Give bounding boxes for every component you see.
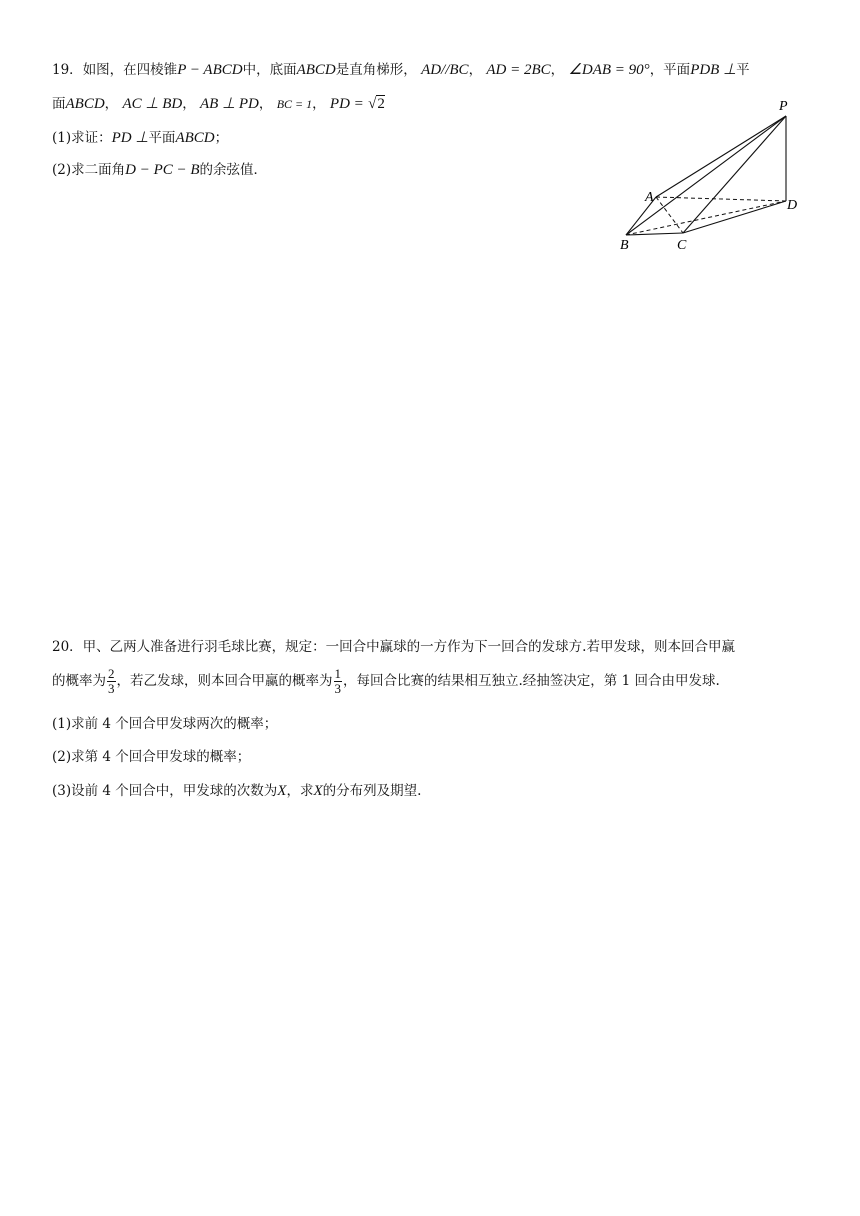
base-name: ABCD bbox=[296, 62, 336, 78]
condition-bc: BC = 1 bbox=[276, 97, 313, 111]
q19-text: 平 bbox=[736, 62, 750, 78]
label-p: P bbox=[779, 99, 788, 114]
q20-part-text: ，求 bbox=[286, 783, 314, 799]
q20-line-1 bbox=[52, 637, 735, 657]
edge-cd bbox=[683, 201, 786, 233]
q19-text: ， bbox=[104, 96, 119, 112]
dihedral-angle: D − PC − B bbox=[125, 162, 200, 178]
q19-text: ， bbox=[468, 62, 483, 78]
q20-part-text: (2)求第 4 个回合甲发球的概率； bbox=[52, 749, 251, 765]
q19-text: 面 bbox=[52, 96, 66, 112]
q19-part-text: (1)求证： bbox=[52, 130, 112, 146]
q19-text: ， bbox=[550, 62, 565, 78]
q20-text: 的概率为 bbox=[52, 673, 106, 689]
q19-text: 中，底面 bbox=[242, 62, 297, 78]
q19-part-text: 的余弦值． bbox=[199, 162, 268, 178]
perp-pd: PD ⊥ bbox=[111, 130, 149, 146]
base-name: ABCD bbox=[65, 96, 105, 112]
condition-angle: ∠DAB = 90° bbox=[568, 62, 650, 78]
q19-text: 是直角梯形， bbox=[335, 62, 417, 78]
q20-part-2 bbox=[52, 747, 250, 767]
fraction-two-thirds: $\frac{2}{3}$ bbox=[108, 666, 115, 696]
condition-parallel: AD//BC bbox=[421, 62, 469, 78]
q19-number: 19． bbox=[52, 62, 83, 78]
label-c: C bbox=[677, 238, 687, 253]
sqrt-2: √2 bbox=[368, 96, 385, 112]
q19-text: ， bbox=[312, 96, 326, 112]
edge-pa bbox=[656, 116, 786, 197]
condition-perp-ab-pd: AB ⊥ PD bbox=[200, 96, 259, 112]
q20-text: ，每回合比赛的结果相互独立.经抽签决定，第 1 回合由甲发球. bbox=[343, 673, 720, 689]
label-a: A bbox=[645, 190, 654, 205]
q20-part-text: (1)求前 4 个回合甲发球两次的概率； bbox=[52, 716, 278, 732]
condition-pd: PD = bbox=[329, 96, 364, 112]
label-d: D bbox=[787, 198, 798, 213]
fraction-one-third: $\frac{1}{3}$ bbox=[334, 666, 341, 696]
q19-text: 如图，在四棱锥 bbox=[82, 62, 178, 78]
label-b: B bbox=[620, 238, 629, 253]
q20-part-text: (3)设前 4 个回合中，甲发球的次数为 bbox=[52, 783, 278, 799]
q20-text: ，若乙发球，则本回合甲赢的概率为 bbox=[116, 673, 333, 689]
edge-pb bbox=[626, 116, 786, 235]
pyramid-name: P − ABCD bbox=[177, 62, 243, 78]
base-name: ABCD bbox=[175, 130, 215, 146]
q20-part-1 bbox=[52, 714, 277, 734]
q19-text: ， bbox=[258, 96, 273, 112]
q19-part-text: 平面 bbox=[148, 130, 176, 146]
q19-part-text: (2)求二面角 bbox=[52, 162, 126, 178]
q19-text: ，平面 bbox=[649, 62, 691, 78]
q20-text: 20．甲、乙两人准备进行羽毛球比赛，规定：一回合中赢球的一方作为下一回合的发球方.若甲发球，则本回合甲赢 bbox=[52, 639, 735, 655]
condition-length: AD = 2BC bbox=[486, 62, 551, 78]
variable-x: X bbox=[277, 783, 287, 799]
q20-part-3 bbox=[52, 781, 421, 801]
variable-x: X bbox=[313, 783, 323, 799]
edge-pc bbox=[683, 116, 786, 233]
q20-line-2 bbox=[52, 666, 720, 696]
condition-perp-ac-bd: AC ⊥ BD bbox=[122, 96, 183, 112]
q20-part-text: 的分布列及期望. bbox=[322, 783, 422, 799]
condition-plane: PDB ⊥ bbox=[690, 62, 737, 78]
q19-text: ， bbox=[182, 96, 196, 112]
q19-part-text: ； bbox=[214, 130, 229, 146]
